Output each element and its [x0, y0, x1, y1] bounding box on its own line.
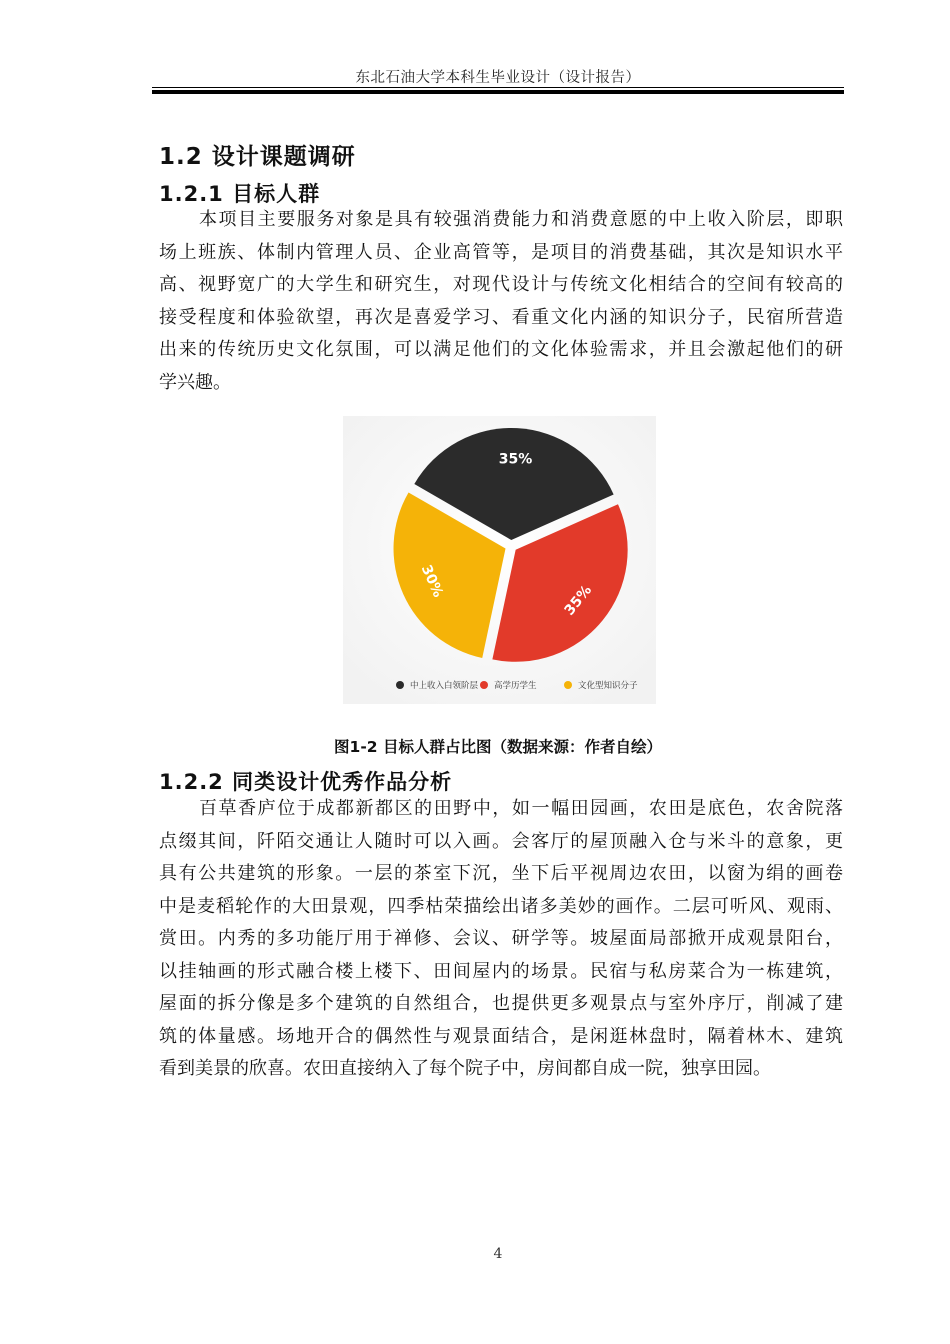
pie-slice-label: 30% [417, 562, 446, 600]
pie-slice-label: 35% [561, 582, 596, 619]
paragraph-line: 看到美景的欣喜。农田直接纳入了每个院子中，房间都自成一院，独享田园。 [159, 1058, 771, 1079]
paragraph-line: 屋面的拆分像是多个建筑的自然组合，也提供更多观景点与室外序厅，削减了建 [159, 993, 843, 1014]
legend-label: 高学历学生 [494, 681, 537, 691]
paragraph-line: 接受程度和体验欲望，再次是喜爱学习、看重文化内涵的知识分子，民宿所营造 [159, 306, 843, 328]
legend-marker [396, 681, 404, 689]
paragraph-target-group [159, 204, 843, 399]
paragraph-line: 出来的传统历史文化氛围，可以满足他们的文化体验需求，并且会激起他们的研 [159, 339, 843, 360]
paragraph-line: 中是麦稻轮作的大田景观，四季枯荣描绘出诸多美妙的画作。二层可听风、观雨、 [159, 895, 843, 917]
paragraph-line: 具有公共建筑的形象。一层的茶室下沉，坐下后平视周边农田，以窗为绢的画卷 [159, 863, 843, 884]
paragraph-line: 高、视野宽广的大学生和研究生，对现代设计与传统文化相结合的空间有较高的 [159, 274, 843, 295]
paragraph-line: 场上班族、体制内管理人员、企业高管等，是项目的消费基础，其次是知识水平 [159, 241, 843, 263]
paragraph-line: 百草香庐位于成都新都区的田野中，如一幅田园画，农田是底色，农舍院落 [199, 798, 843, 819]
pie-slice-label: 35% [498, 451, 533, 468]
subsection-heading-target-group: 1.2.1 目标人群 [159, 182, 321, 206]
header-rule-thin [152, 87, 844, 88]
paragraph-line: 本项目主要服务对象是具有较强消费能力和消费意愿的中上收入阶层，即职 [199, 209, 843, 230]
legend-marker [564, 681, 572, 689]
paragraph-line: 学兴趣。 [159, 371, 231, 393]
paragraph-case-study [159, 793, 843, 1086]
legend-label: 文化型知识分子 [578, 681, 638, 691]
chart-legend [396, 680, 638, 691]
paragraph-line: 点缀其间，阡陌交通让人随时可以入画。会客厅的屋顶融入仓与米斗的意象，更 [159, 830, 843, 852]
pie-chart [343, 416, 656, 704]
section-heading: 1.2 设计课题调研 [159, 144, 356, 170]
paragraph-line: 以挂轴画的形式融合楼上楼下、田间屋内的场景。民宿与私房菜合为一栋建筑， [159, 960, 843, 982]
subsection-heading-case-study: 1.2.2 同类设计优秀作品分析 [159, 770, 453, 794]
paragraph-line: 筑的体量感。场地开合的偶然性与观景面结合，是闲逛林盘时，隔着林木、建筑 [159, 1025, 843, 1047]
page-number: 4 [493, 1246, 503, 1262]
page-header: 东北石油大学本科生毕业设计（设计报告） [355, 70, 641, 86]
figure-caption: 图1-2 目标人群占比图（数据来源：作者自绘） [334, 738, 662, 756]
legend-marker [480, 681, 488, 689]
paragraph-line: 赏田。内秀的多功能厅用于禅修、会议、研学等。坡屋面局部掀开成观景阳台， [159, 928, 843, 949]
legend-label: 中上收入白领阶层 [410, 681, 479, 691]
header-rule-thick [152, 90, 844, 94]
pie-chart-figure [343, 416, 656, 704]
